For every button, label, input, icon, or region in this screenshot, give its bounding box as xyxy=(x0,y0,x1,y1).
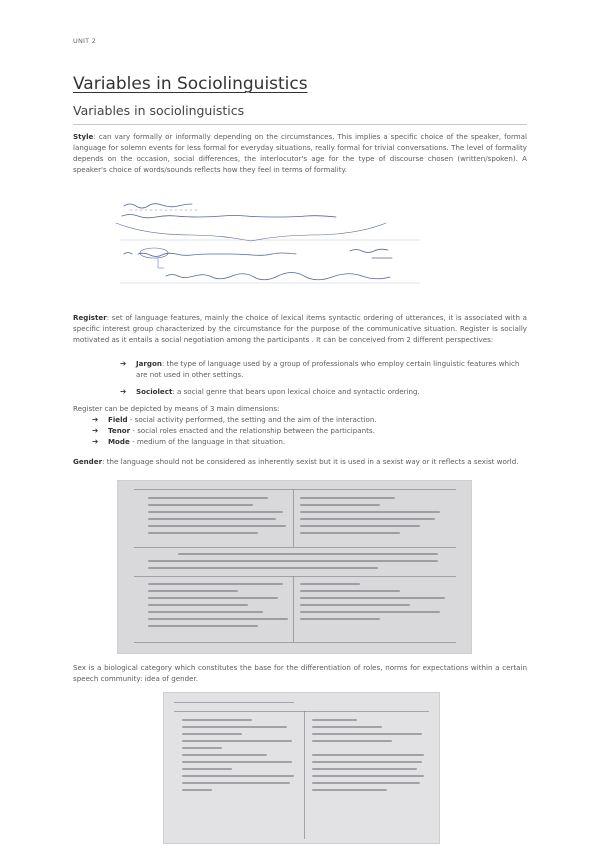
arrow-right-icon: ➔ xyxy=(120,359,127,368)
sociolect-text: : a social genre that bears upon lexical choice and syntactic ordering. xyxy=(172,387,420,396)
arrow-right-icon: ➔ xyxy=(92,415,99,424)
list-item xyxy=(92,425,526,436)
arrow-right-icon: ➔ xyxy=(92,426,99,435)
sociolect-term: Sociolect xyxy=(136,387,173,396)
lexical-table-photo xyxy=(163,692,440,844)
field-term: Field xyxy=(108,415,128,424)
tenor-term: Tenor xyxy=(108,426,131,435)
arrow-right-icon: ➔ xyxy=(120,387,127,396)
register-paragraph xyxy=(73,312,527,345)
gender-table-photo xyxy=(117,480,472,654)
style-term: Style xyxy=(73,132,94,141)
style-text: : can vary formally or informally depending on the circumstances. This implies a specific choice of the speaker, formal language for solemn events for less formal for everyday situations, really formal for trivial conversations. The level of formality depends on the occasion, social differences, the interlocutor's age for the type of discourse chosen (written/spoken). A speaker's choice of words/sounds reflects how they feel in terms of formality. xyxy=(73,132,527,174)
list-item xyxy=(120,386,526,397)
unit-label: UNIT 2 xyxy=(73,37,96,45)
sex-paragraph: Sex is a biological category which constitutes the base for the differentiation of roles, norms for expectations within a certain speech community: idea of gender. xyxy=(73,663,527,683)
section-heading: Variables in sociolinguistics xyxy=(73,103,245,118)
tenor-text: - social roles enacted and the relationship between the participants. xyxy=(130,426,375,435)
page-title: Variables in Sociolinguistics xyxy=(73,74,308,94)
heading-divider xyxy=(73,124,527,125)
style-paragraph xyxy=(73,131,527,175)
dimensions-intro: Register can be depicted by means of 3 main dimensions: xyxy=(73,404,280,413)
perspectives-list xyxy=(120,358,526,397)
list-item xyxy=(92,414,526,425)
register-text: : set of language features, mainly the choice of lexical items syntactic ordering of utterances, it is associated with a specific interest group characterized by the circumstance for the purpose of the communicative situation. Register is socially motivated as it entails a social negotiation among the participants . It can be conceived from 2 different perspectives: xyxy=(73,313,527,344)
gender-term: Gender xyxy=(73,457,103,466)
field-text: - social activity performed, the setting and the aim of the interaction. xyxy=(127,415,377,424)
jargon-term: Jargon xyxy=(136,359,162,368)
list-item xyxy=(92,436,526,447)
gender-text: : the language should not be considered as inherently sexist but it is used in a sexist way or it reflects a sexist world. xyxy=(102,457,519,466)
arrow-right-icon: ➔ xyxy=(92,437,99,446)
gender-paragraph xyxy=(73,456,527,467)
dimensions-list xyxy=(92,414,526,447)
jargon-text: : the type of language used by a group of professionals who employ certain linguistic features which are not used in other settings. xyxy=(136,359,520,379)
list-item xyxy=(120,358,526,380)
register-term: Register xyxy=(73,313,107,322)
mode-term: Mode xyxy=(108,437,130,446)
handwritten-notes-image xyxy=(110,196,425,291)
mode-text: - medium of the language in that situation. xyxy=(129,437,286,446)
